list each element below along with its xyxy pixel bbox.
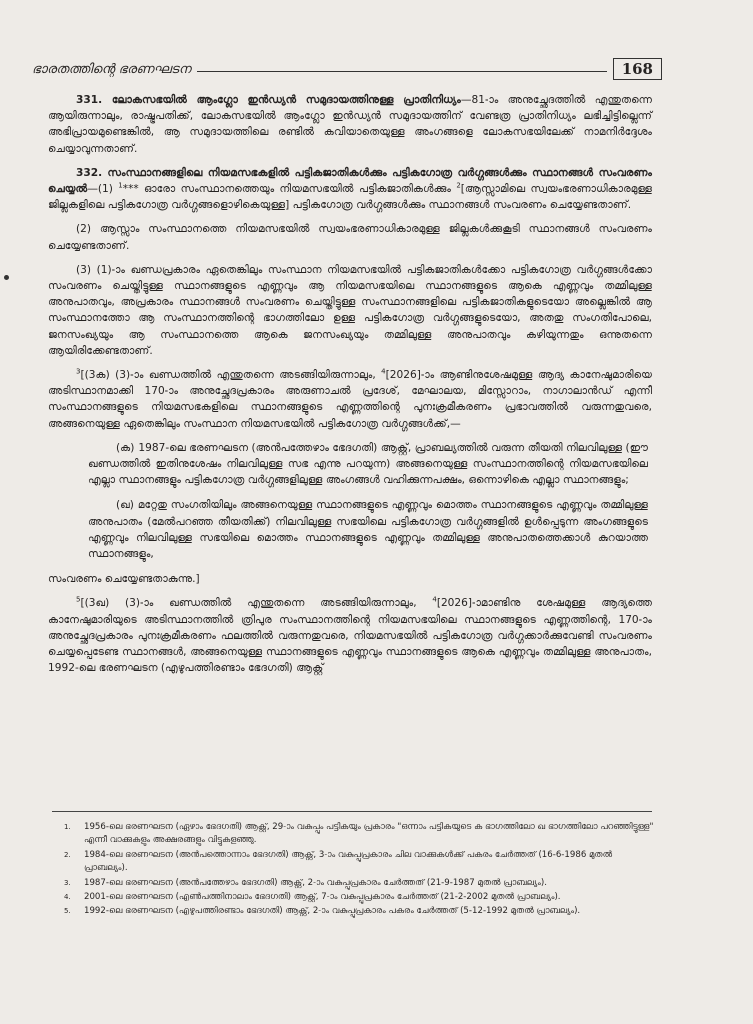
sub-clause-b — [88, 497, 648, 562]
footnote-text: 1992-ലെ ഭരണഘടന (എഴുപത്തിരണ്ടാം ഭേദഗതി) ആക്റ്റ്, 2-ാം വകുപ്പുപ്രകാരം പകരം ചേർത്തത് (5-12-1992 മുതൽ പ്രാബല്യം). — [84, 906, 581, 917]
clause-3a-text: [2026]-ാം ആണ്ടിനുശേഷമുള്ള ആദ്യ കാനേഷുമാരിയെ അടിസ്ഥാനമാക്കി 170-ാം അനുച്ഛേദപ്രകാരം അരുണാചൽ പ്രദേശ്, മേഘാലയ, മിസ്സോറാം, നാഗാലാൻഡ് എന്നീ സംസ്ഥാനങ്ങളുടെ നിയമസഭകളിലെ സ്ഥാനങ്ങളുടെ എണ്ണത്തിന്റെ പുനഃക്രമീകരണം പ്രഭാവത്തിൽ വരുന്നതുവരെ, അങ്ങനെയുള്ള ഏതെങ്കിലും സംസ്ഥാന നിയമസഭയിൽ പട്ടികഗോത്ര വർഗ്ഗങ്ങൾക്ക്,— — [48, 369, 652, 430]
clause-3a — [48, 367, 652, 432]
footnote-item — [64, 849, 654, 876]
footnote-mark: 4. — [64, 893, 71, 902]
clause-3a-lead: [(3ക) (3)-ാം ഖണ്ഡത്തിൽ എന്തുതന്നെ അടങ്ങിയിരുന്നാലും, — [80, 369, 382, 382]
section-332-clause-1 — [48, 165, 652, 214]
footnote-ref-4: 4 — [381, 367, 386, 376]
footnote-item — [64, 905, 654, 918]
clause-1-text-a: *** ഓരോ സംസ്ഥാനത്തെയും നിയമസഭയിൽ പട്ടികജാതികൾക്കും — [122, 183, 457, 196]
clause-1-lead: —(1) — [87, 183, 119, 196]
section-331-text: —81-ാം അനുച്ഛേദത്തിൽ എന്തുതന്നെ ആയിരുന്നാലും, രാഷ്ട്രപതിക്ക്, ലോകസഭയിൽ ആംഗ്ലോ ഇൻഡ്യൻ സമുദായത്തിന് വേണ്ടത്ര പ്രാതിനിധ്യം ലഭിച്ചിട്ടില്ലെന്ന് അഭിപ്രായമുണ്ടെങ്കിൽ, ആ സമുദായത്തിലെ രണ്ടിൽ കവിയാതെയുള്ള അംഗങ്ങളെ ലോകസഭയിലേക്ക് നാമനിർദ്ദേശം ചെയ്യാവുന്നതാണ്. — [48, 94, 652, 155]
footnote-mark: 3. — [64, 878, 71, 887]
footnotes — [64, 821, 654, 920]
footnote-text: 1984-ലെ ഭരണഘടന (അൻപത്തൊന്നാം ഭേദഗതി) ആക്റ്റ്, 3-ാം വകുപ്പുപ്രകാരം ചില വാക്കുകൾക്ക് പകരം ചേർത്തത് (16-6-1986 മുതൽ പ്രാബല്യം). — [84, 849, 613, 874]
footnote-text: 1987-ലെ ഭരണഘടന (അൻപത്തേഴാം ഭേദഗതി) ആക്റ്റ്, 2-ാം വകുപ്പുപ്രകാരം ചേർത്തത് (21-9-1987 മുതൽ പ്രാബല്യം). — [84, 877, 547, 888]
footnote-ref-5: 5 — [76, 595, 81, 604]
section-332-heading: 332. സംസ്ഥാനങ്ങളിലെ നിയമസഭകളിൽ പട്ടികജാതികൾക്കും പട്ടികഗോത്ര വർഗ്ഗങ്ങൾക്കും സ്ഥാനങ്ങൾ സംവരണം ചെയ്യൽ — [48, 166, 652, 196]
header-rule — [197, 71, 607, 72]
clause-1-text-b: [ആസ്സാമിലെ സ്വയംഭരണാധികാരമുള്ള ജില്ലകളിലെ പട്ടികഗോത്ര വർഗ്ഗങ്ങളൊഴികെയുള്ള] പട്ടികഗോത്ര വർഗ്ഗങ്ങൾക്കും സ്ഥാനങ്ങൾ സംവരണം ചെയ്യേണ്ടതാണ്. — [48, 183, 652, 212]
running-title: ഭാരതത്തിന്റെ ഭരണഘടന — [32, 61, 191, 77]
clause-3: (3) (1)-ാം ഖണ്ഡപ്രകാരം ഏതെങ്കിലും സംസ്ഥാന നിയമസഭയിൽ പട്ടികജാതികൾക്കോ പട്ടികഗോത്ര വർഗ്ഗങ്ങൾക്കോ സംവരണം ചെയ്തിട്ടുള്ള സ്ഥാനങ്ങളുടെ എണ്ണവും ആ നിയമസഭയിലെ സ്ഥാനങ്ങളുടെ ആകെ എണ്ണവും തമ്മിലുള്ള അനുപാതവും, അപ്രകാരം സ്ഥാനങ്ങൾ സംവരണം ചെയ്തിട്ടുള്ള സംസ്ഥാനങ്ങളിലെ പട്ടികജാതികളുടെയോ അല്ലെങ്കിൽ ആ സംസ്ഥാനത്തോ ആ സംസ്ഥാനത്തിന്റെ ഭാഗത്തിലോ ഉള്ള പട്ടികഗോത്ര വർഗ്ഗങ്ങളുടെയോ, അതതു സംഗതിപോലെ, ജനസംഖ്യയും ആ സംസ്ഥാനത്തെ ആകെ ജനസംഖ്യയും തമ്മിലുള്ള അനുപാതവും കഴിയുന്നതും ഒന്നുതന്നെ ആയിരിക്കേണ്ടതാണ്. — [48, 263, 652, 357]
page-number: 168 — [613, 58, 662, 80]
footnote-rule — [52, 811, 652, 812]
page-body — [48, 92, 652, 685]
clause-3b-lead: [(3ഖ) (3)-ാം ഖണ്ഡത്തിൽ എന്തുതന്നെ അടങ്ങിയിരുന്നാലും, — [80, 597, 433, 610]
footnote-mark: 5. — [64, 907, 71, 916]
footnote-text: 2001-ലെ ഭരണഘടന (എൺപത്തിനാലാം ഭേദഗതി) ആക്റ്റ്, 7-ാം വകുപ്പുപ്രകാരം ചേർത്തത് (21-2-2002 മുതൽ പ്രാബല്യം). — [84, 892, 561, 903]
section-331-heading: 331. ലോകസഭയിൽ ആംഗ്ലോ ഇൻഡ്യൻ സമുദായത്തിനുള്ള പ്രാതിനിധ്യം — [76, 94, 461, 106]
footnote-item — [64, 821, 654, 848]
footnote-ref-1: 1 — [118, 181, 123, 190]
sub-clause-a-text: 1987-ലെ ഭരണഘടന (അൻപത്തേഴാം ഭേദഗതി) ആക്റ്റ്, പ്രാബല്യത്തിൽ വരുന്ന തീയതി നിലവിലുള്ള (ഈ ഖണ്ഡത്തിൽ ഇതിനുശേഷം നിലവിലുള്ള സഭ എന്നു പറയുന്ന) അങ്ങനെയുള്ള സംസ്ഥാനത്തിന്റെ നിയമസഭയിലെ എല്ലാ സ്ഥാനങ്ങളും പട്ടികഗോത്ര വർഗ്ഗങ്ങളിലുള്ള അംഗങ്ങൾ വഹിക്കുന്നപക്ഷം, ഒന്നൊഴികെ എല്ലാ സ്ഥാനങ്ങളും; — [88, 441, 648, 487]
footnote-mark: 2. — [64, 850, 71, 859]
section-331 — [48, 92, 652, 157]
footnote-item — [64, 891, 654, 904]
running-header — [32, 58, 662, 80]
sub-clause-b-text: മറ്റേതു സംഗതിയിലും അങ്ങനെയുള്ള സ്ഥാനങ്ങളുടെ എണ്ണവും മൊത്തം സ്ഥാനങ്ങളുടെ എണ്ണവും തമ്മിലുള്ള അനുപാതം (മേൽപറഞ്ഞ തീയതിക്ക്) നിലവിലുള്ള സഭയിലെ പട്ടികഗോത്ര വർഗ്ഗങ്ങളിൽ ഉൾപ്പെടുന്ന അംഗങ്ങളുടെ എണ്ണവും നിലവിലുള്ള സഭയിലെ മൊത്തം സ്ഥാനങ്ങളുടെ എണ്ണവും തമ്മിലുള്ള അനുപാതത്തെക്കാൾ കുറയാത്ത സ്ഥാനങ്ങളും, — [88, 499, 648, 561]
scan-mark — [4, 275, 9, 280]
footnote-ref-4b: 4 — [432, 595, 437, 604]
footnote-item — [64, 877, 654, 890]
clause-3a-closing: സംവരണം ചെയ്യേണ്ടതാകുന്നു.] — [48, 573, 200, 586]
clause-3b — [48, 595, 652, 676]
footnote-mark: 1. — [64, 823, 71, 831]
footnote-text: 1956-ലെ ഭരണഘടന (ഏഴാം ഭേദഗതി) ആക്റ്റ്, 29-ാം വകുപ്പും പട്ടികയും പ്രകാരം "ഒന്നാം പട്ടികയുടെ ക ഭാഗത്തിലോ ഖ ഭാഗത്തിലോ പറഞ്ഞിട്ടുള്ള" എന്നീ വാക്കുകളും അക്ഷരങ്ങളും വിട്ടുകളഞ്ഞു. — [84, 822, 654, 846]
sub-clause-a-label: (ക) — [116, 441, 135, 454]
clause-2: (2) ആസ്സാം സംസ്ഥാനത്തെ നിയമസഭയിൽ സ്വയംഭരണാധികാരമുള്ള ജില്ലകൾക്കുകൂടി സ്ഥാനങ്ങൾ സംവരണം ചെയ്യേണ്ടതാണ്. — [48, 223, 652, 252]
footnote-ref-2: 2 — [456, 181, 461, 190]
footnote-ref-3: 3 — [76, 367, 81, 376]
clause-3b-text: [2026]-ാമാണ്ടിനു ശേഷമുള്ള ആദ്യത്തെ കാനേഷുമാരിയുടെ അടിസ്ഥാനത്തിൽ ത്രിപുര സംസ്ഥാനത്തിന്റെ നിയമസഭയിലെ സ്ഥാനങ്ങളുടെ എണ്ണത്തിന്റെ, 170-ാം അനുച്ഛേദപ്രകാരം പുനഃക്രമീകരണം ഫലത്തിൽ വരുന്നതുവരെ, നിയമസഭയിൽ പട്ടികഗോത്ര വർഗ്ഗക്കാർക്കുവേണ്ടി സംവരണം ചെയ്യപ്പെടേണ്ട സ്ഥാനങ്ങൾ, അങ്ങനെയുള്ള സ്ഥാനങ്ങളുടെ എണ്ണവും സ്ഥാനങ്ങളുടെ ആകെ എണ്ണവും തമ്മിലുള്ള അനുപാതം, 1992-ലെ ഭരണഘടന (എഴുപത്തിരണ്ടാം ഭേദഗതി) ആക്റ്റ് — [48, 597, 652, 675]
sub-clause-a — [88, 440, 648, 489]
sub-clause-b-label: (ഖ) — [116, 499, 134, 512]
